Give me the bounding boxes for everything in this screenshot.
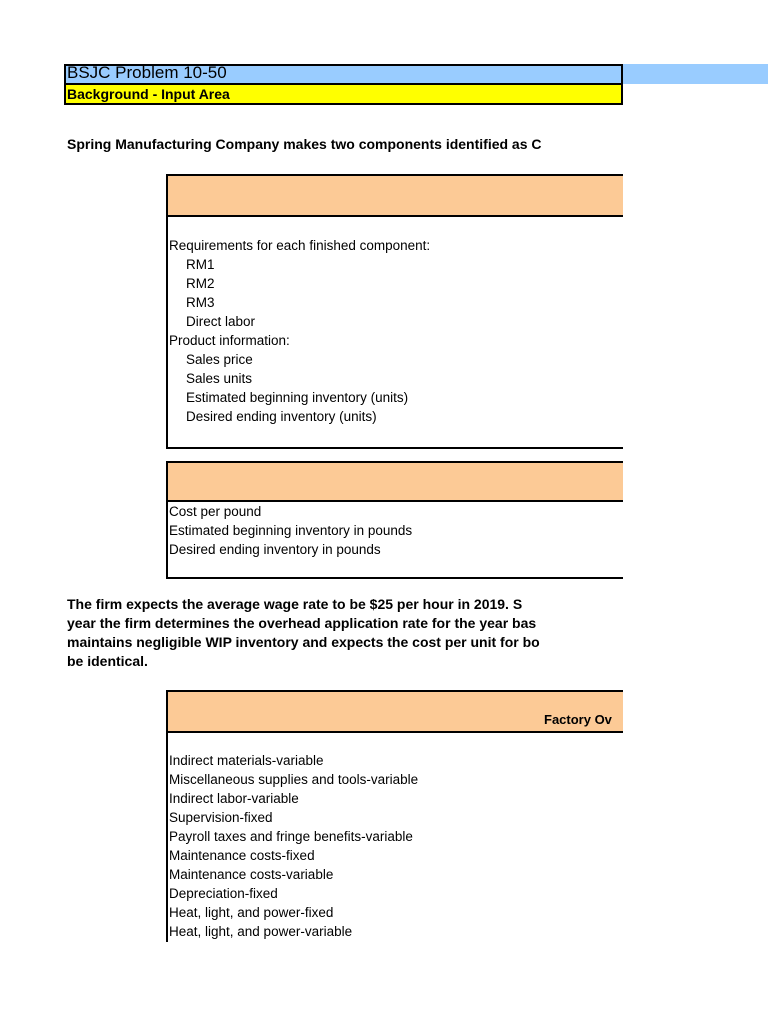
- table-row-label[interactable]: Requirements for each finished component:: [169, 238, 431, 253]
- table-row-label[interactable]: Miscellaneous supplies and tools-variable: [169, 772, 419, 787]
- table-row-label[interactable]: Sales price: [186, 352, 253, 367]
- section-label: Background - Input Area: [67, 86, 230, 102]
- table-row-label[interactable]: Indirect materials-variable: [169, 753, 324, 768]
- table-row-label[interactable]: Maintenance costs-variable: [169, 867, 334, 882]
- table-header: [168, 692, 636, 733]
- table-row-label[interactable]: Desired ending inventory (units): [186, 409, 377, 424]
- paragraph-line: year the firm determines the overhead application rate for the year bas: [67, 615, 537, 631]
- paragraph-line: The firm expects the average wage rate to be $25 per hour in 2019. S: [67, 596, 523, 612]
- table-header-label: Factory Ov: [544, 712, 612, 727]
- table-row-label[interactable]: Supervision-fixed: [169, 810, 273, 825]
- table-row-label[interactable]: Estimated beginning inventory in pounds: [169, 523, 413, 538]
- table-row-label[interactable]: Product information:: [169, 333, 290, 348]
- table-row-label[interactable]: Payroll taxes and fringe benefits-variable: [169, 829, 413, 844]
- table-row-label[interactable]: Depreciation-fixed: [169, 886, 278, 901]
- table-header: [168, 463, 636, 502]
- table-row-label[interactable]: Estimated beginning inventory (units): [186, 390, 409, 405]
- table-row-label[interactable]: RM3: [186, 295, 215, 310]
- table-row-label[interactable]: Heat, light, and power-variable: [169, 924, 353, 939]
- table-header: [168, 176, 636, 217]
- table-row-label[interactable]: Indirect labor-variable: [169, 791, 299, 806]
- sheet-title: BSJC Problem 10-50: [67, 63, 227, 82]
- clipped-area: [623, 105, 768, 1024]
- table-body: [168, 502, 636, 559]
- factory-overhead-table: [166, 690, 636, 942]
- table-row-label[interactable]: Sales units: [186, 371, 253, 386]
- table-row-label[interactable]: RM2: [186, 276, 215, 291]
- paragraph-line: maintains negligible WIP inventory and expects the cost per unit for bo: [67, 634, 540, 650]
- paragraph-line: be identical.: [67, 653, 148, 669]
- table-row-label[interactable]: Cost per pound: [169, 504, 262, 519]
- table-body: [168, 751, 636, 941]
- table-row-label[interactable]: Heat, light, and power-fixed: [169, 905, 334, 920]
- raw-materials-table: [166, 461, 636, 579]
- intro-text: Spring Manufacturing Company makes two components identified as C: [67, 136, 542, 152]
- table-row-label[interactable]: Maintenance costs-fixed: [169, 848, 315, 863]
- component-requirements-table: [166, 174, 636, 449]
- table-row-label[interactable]: Desired ending inventory in pounds: [169, 542, 381, 557]
- table-body: [168, 236, 636, 426]
- table-row-label[interactable]: RM1: [186, 257, 215, 272]
- table-row-label[interactable]: Direct labor: [186, 314, 256, 329]
